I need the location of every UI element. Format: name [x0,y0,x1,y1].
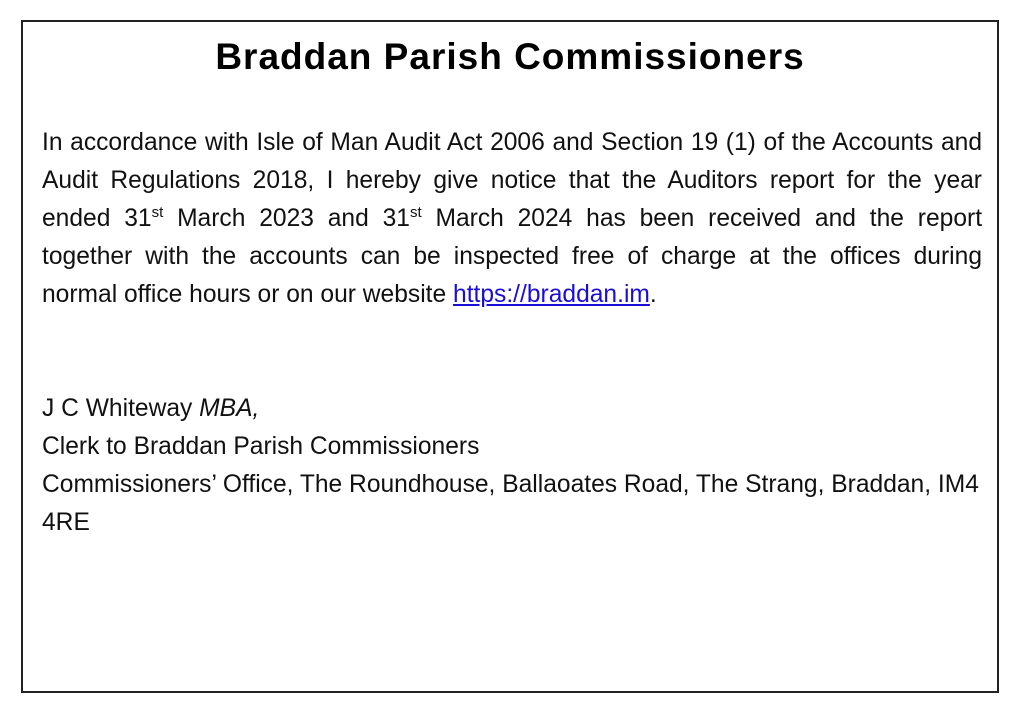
signatory-role: Clerk to Braddan Parish Commissioners [42,433,480,460]
notice-body-text-1: In accordance with Isle of Man Audit Act 2006 and Section 19 (1) of the Accounts and Audit Regulations 2018, I hereby give notice that the Auditors report for the year ended 31 [42,129,982,232]
ordinal-suffix-1: st [151,204,164,221]
signatory-line [42,390,982,428]
notice-title: Braddan Parish Commissioners [215,36,805,77]
notice-body-text-2: March 2023 and 31 [163,205,410,232]
website-link[interactable]: https://braddan.im [453,281,650,308]
notice-body-text-4: . [649,281,657,308]
signature-block [42,390,982,542]
ordinal-suffix-2: st [409,204,422,221]
office-address: Commissioners’ Office, The Roundhouse, Ballaoates Road, The Strang, Braddan, IM4 4RE [42,471,979,536]
signatory-credentials: MBA, [199,395,260,422]
notice-body-text-3: March 2024 has been received and the report together with the accounts can be inspected free of charge at the offices during normal office hours or on our website [42,205,983,308]
notice-frame [21,20,999,693]
signatory-name: J C Whiteway [42,395,200,422]
notice-body [42,124,982,314]
